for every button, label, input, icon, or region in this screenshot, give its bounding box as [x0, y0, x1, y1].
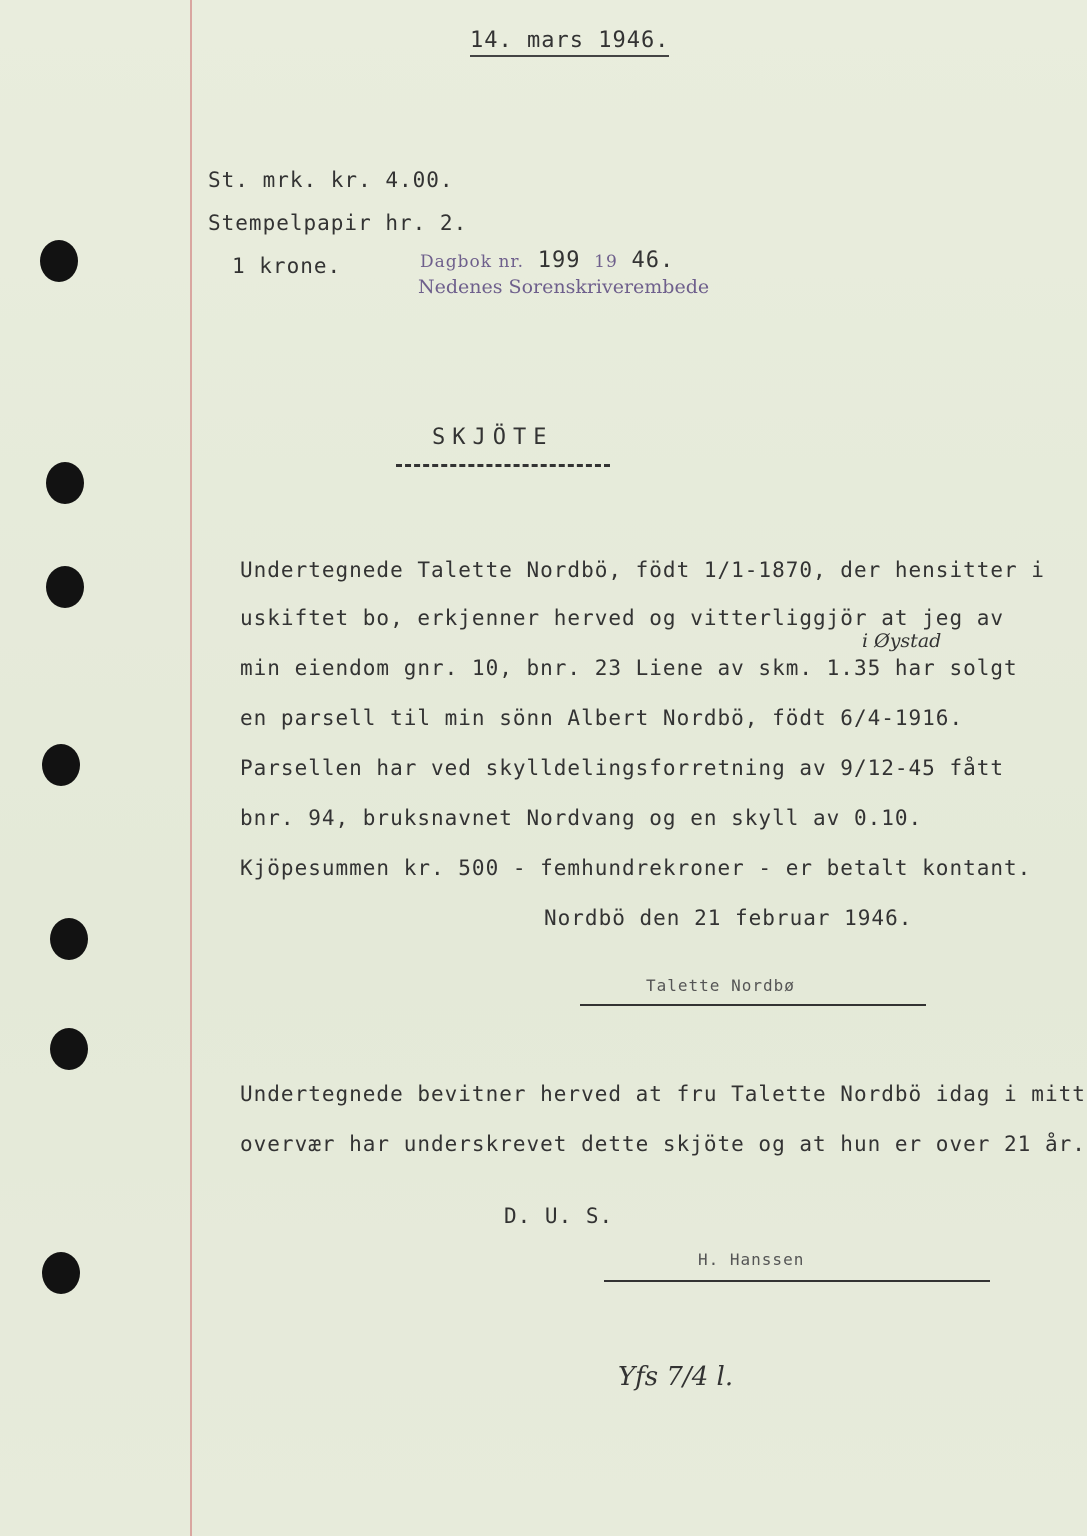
body-line: overvær har underskrevet dette skjöte og at hun er over 21 år. [240, 1132, 1086, 1156]
punch-hole-icon [50, 1028, 88, 1070]
dagbok-stamp [420, 248, 674, 273]
dus-mark: D. U. S. [504, 1204, 614, 1228]
punch-hole-icon [46, 462, 84, 504]
body-line: en parsell til min sönn Albert Nordbö, födt 6/4-1916. [240, 706, 964, 730]
body-line: Kjöpesummen kr. 500 - femhundrekroner - er betalt kontant. [240, 856, 1032, 880]
body-line: Undertegnede bevitner herved at fru Talette Nordbö idag i mitt [240, 1082, 1086, 1106]
place-date: Nordbö den 21 februar 1946. [544, 906, 913, 930]
body-line: Undertegnede Talette Nordbö, födt 1/1-1870, der hensitter i [240, 558, 1045, 582]
stamp-info-line: 1 krone. [232, 254, 342, 278]
punch-hole-icon [46, 566, 84, 608]
title-underline [396, 464, 610, 467]
punch-hole-icon [50, 918, 88, 960]
office-stamp: Nedenes Sorenskriverembede [418, 276, 710, 298]
signature-line [580, 1004, 926, 1006]
handwritten-insertion: i Øystad [862, 630, 942, 652]
dagbok-century: 19 [594, 252, 618, 272]
body-line: bnr. 94, bruksnavnet Nordvang og en skyll av 0.10. [240, 806, 923, 830]
dagbok-label: Dagbok nr. [420, 252, 525, 272]
body-line: uskiftet bo, erkjenner herved og vitterliggjör at jeg av [240, 606, 1005, 630]
dagbok-number: 199 [537, 248, 581, 273]
punch-hole-icon [42, 1252, 80, 1294]
body-line: Parsellen har ved skylldelingsforretning av 9/12-45 fått [240, 756, 1005, 780]
body-line: min eiendom gnr. 10, bnr. 23 Liene av skm. 1.35 har solgt [240, 656, 1018, 680]
signature-seller: Talette Nordbø [646, 976, 795, 995]
punch-hole-icon [42, 744, 80, 786]
stamp-info-line: St. mrk. kr. 4.00. [208, 168, 454, 192]
signature-witness: H. Hanssen [698, 1250, 805, 1269]
handwritten-initials: Yfs 7/4 l. [618, 1362, 734, 1392]
deed-title: SKJÖTE [432, 425, 554, 450]
signature-line [604, 1280, 990, 1282]
stamp-info-line: Stempelpapir hr. 2. [208, 211, 468, 235]
dagbok-year: 46. [631, 248, 675, 273]
punch-hole-icon [40, 240, 78, 282]
margin-rule [190, 0, 192, 1536]
page-date: 14. mars 1946. [470, 28, 669, 57]
